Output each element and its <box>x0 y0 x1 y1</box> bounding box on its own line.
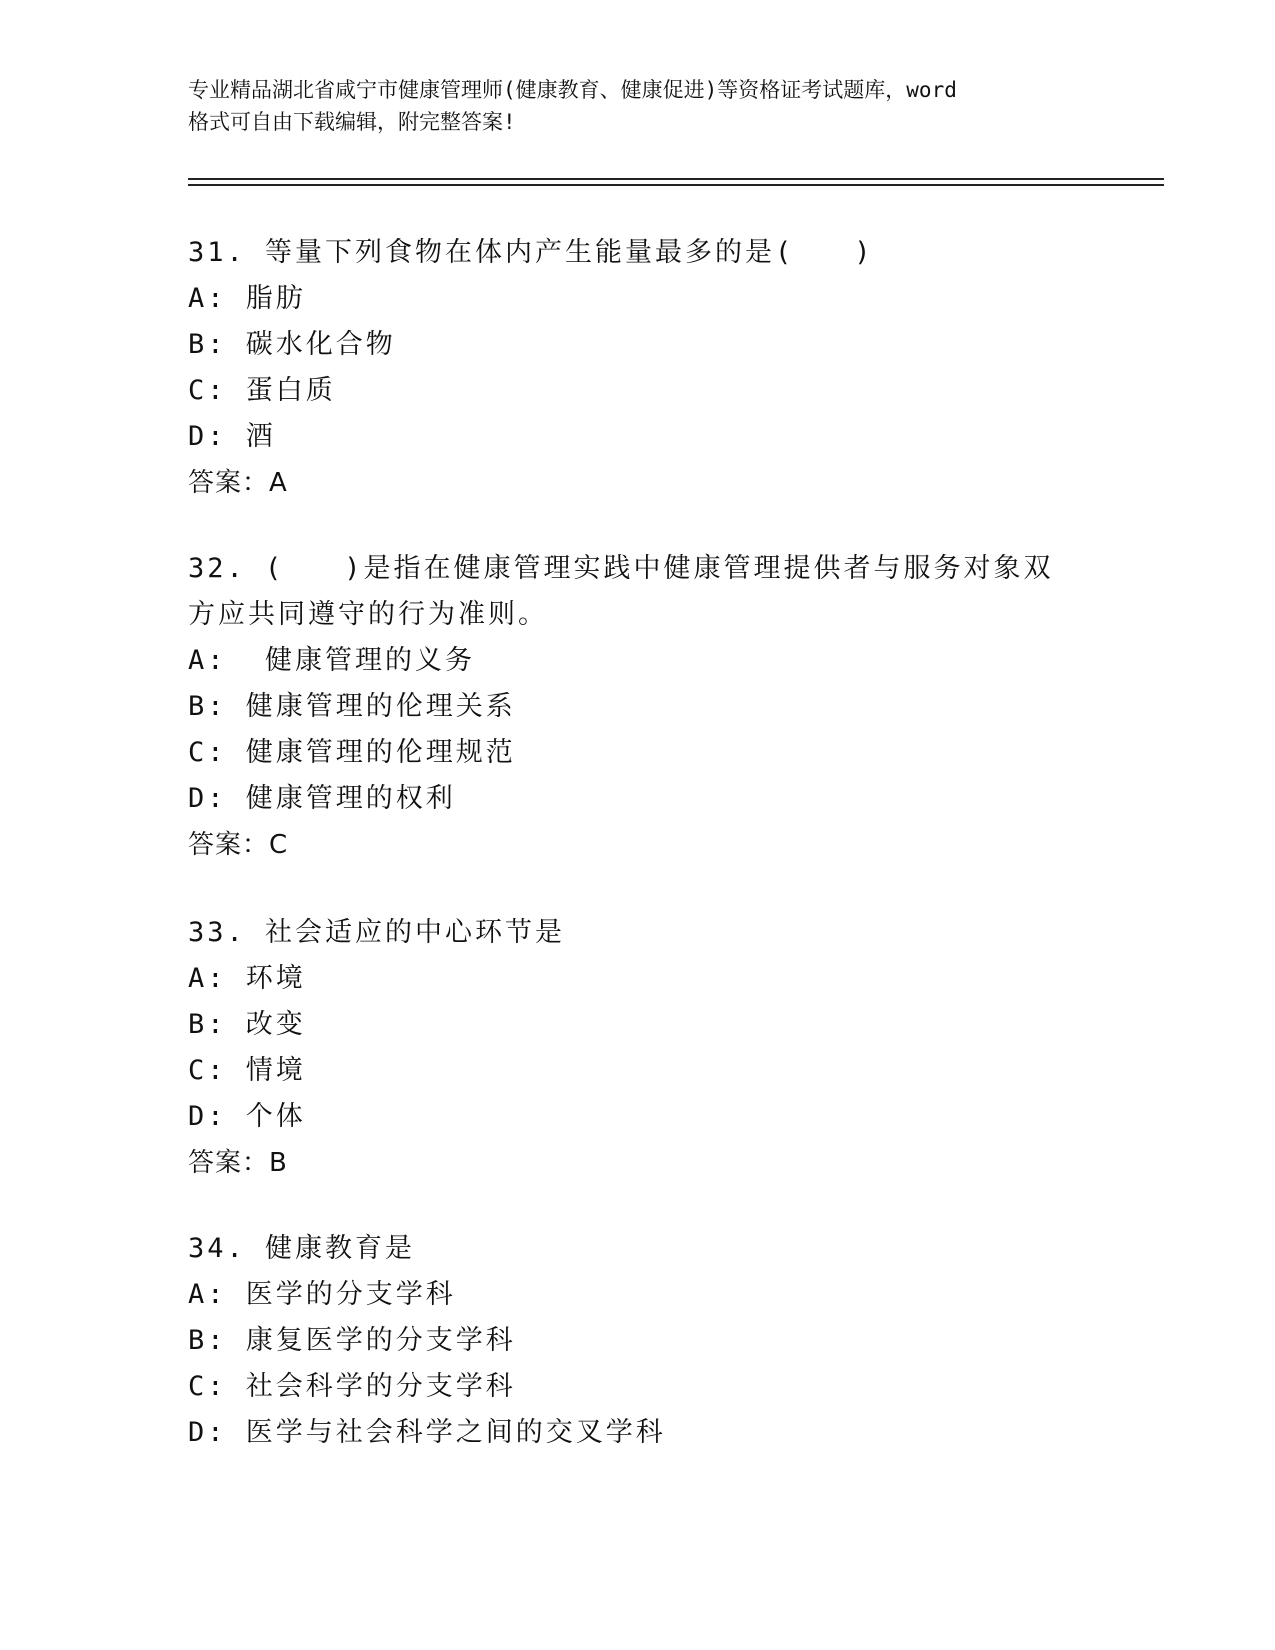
header-divider-bottom <box>188 184 1164 186</box>
option-d: D: 医学与社会科学之间的交叉学科 <box>188 1417 666 1448</box>
option-a: A: 医学的分支学科 <box>188 1279 456 1310</box>
question-stem: 33. 社会适应的中心环节是 <box>188 917 566 948</box>
option-a: A: 环境 <box>188 963 306 994</box>
option-c: C: 蛋白质 <box>188 375 336 406</box>
option-a: A: 健康管理的义务 <box>188 645 476 676</box>
header-divider-top <box>188 178 1164 180</box>
answer-key: 答案：C <box>188 830 289 860</box>
option-d: D: 健康管理的权利 <box>188 783 456 814</box>
document-header <box>188 74 1088 138</box>
question-stem: 32. ( )是指在健康管理实践中健康管理提供者与服务对象双方应共同遵守的行为准则。 <box>188 553 1054 630</box>
header-line-1: 专业精品湖北省咸宁市健康管理师(健康教育、健康促进)等资格证考试题库，word <box>188 78 957 102</box>
question-34 <box>188 1226 1088 1456</box>
question-32 <box>188 546 1088 868</box>
question-31 <box>188 230 1088 506</box>
option-b: B: 康复医学的分支学科 <box>188 1325 516 1356</box>
question-stem: 34. 健康教育是 <box>188 1233 416 1264</box>
question-33 <box>188 910 1088 1186</box>
option-d: D: 酒 <box>188 421 276 452</box>
answer-key: 答案：A <box>188 468 288 498</box>
option-c: C: 社会科学的分支学科 <box>188 1371 516 1402</box>
option-d: D: 个体 <box>188 1101 306 1132</box>
header-line-2: 格式可自由下载编辑，附完整答案! <box>188 110 516 134</box>
answer-key: 答案：B <box>188 1148 288 1178</box>
option-b: B: 健康管理的伦理关系 <box>188 691 516 722</box>
option-c: C: 情境 <box>188 1055 306 1086</box>
question-stem: 31. 等量下列食物在体内产生能量最多的是( ) <box>188 237 874 268</box>
option-b: B: 碳水化合物 <box>188 329 396 360</box>
option-c: C: 健康管理的伦理规范 <box>188 737 516 768</box>
option-a: A: 脂肪 <box>188 283 306 314</box>
option-b: B: 改变 <box>188 1009 306 1040</box>
